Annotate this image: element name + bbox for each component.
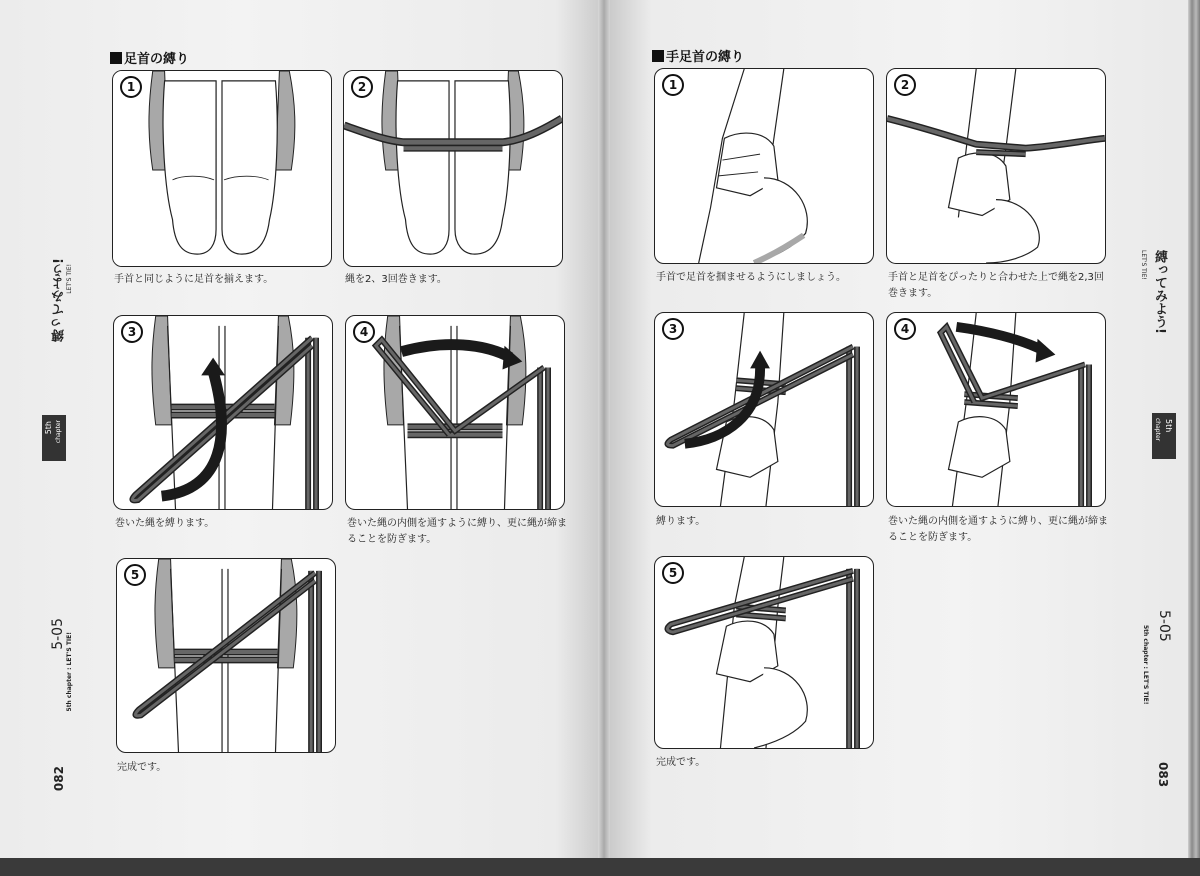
step-caption: 縄を2、3回巻きます。: [345, 274, 447, 285]
section-title-ankle: [110, 48, 189, 67]
step-panel-5: [116, 558, 336, 753]
scanner-edge: [0, 858, 1200, 876]
step-caption: 完成です。: [656, 757, 706, 768]
hand-ankle-secure-illustration: [887, 313, 1105, 506]
chapter-tab: [1152, 413, 1176, 459]
step-panel-2: [343, 70, 563, 267]
finished-hand-ankle-tie-illustration: [655, 557, 873, 748]
section-title-text: 手足首の縛り: [666, 50, 745, 65]
page-number: 082: [52, 766, 66, 792]
chapter-tab-number: 5th: [44, 421, 53, 435]
hand-ankle-wrap-illustration: [887, 69, 1105, 263]
step-panel-3: [654, 312, 874, 507]
step-number: 5: [662, 562, 684, 584]
page-number: 083: [1156, 762, 1170, 788]
step-number: 1: [120, 76, 142, 98]
book-gutter: [598, 0, 610, 858]
chapter-tab-word: chapter: [1154, 418, 1161, 442]
step-panel-1: [654, 68, 874, 264]
square-bullet-icon: [652, 50, 664, 62]
chapter-label: 5th chapter : LET'S TIE!: [66, 632, 73, 712]
square-bullet-icon: [110, 52, 122, 64]
step-number: 4: [353, 321, 375, 343]
tie-knot-illustration: [114, 316, 332, 509]
step-caption: 縛ります。: [656, 516, 706, 527]
secure-knot-illustration: [346, 316, 564, 509]
step-panel-5: [654, 556, 874, 749]
step-caption: 手首と足首をぴったりと合わせた上で縄を2,3回巻きます。: [888, 272, 1104, 299]
section-title-text: 足首の縛り: [124, 52, 190, 67]
step-panel-4: [886, 312, 1106, 507]
step-number: 2: [894, 74, 916, 96]
chapter-tab: [42, 415, 66, 461]
step-number: 5: [124, 564, 146, 586]
step-number: 2: [351, 76, 373, 98]
chapter-label: 5th chapter : LET'S TIE!: [1142, 625, 1149, 705]
step-panel-1: [112, 70, 332, 267]
step-caption: 完成です。: [117, 762, 167, 773]
page-edge: [1188, 0, 1200, 858]
legs-together-illustration: [113, 71, 331, 266]
chapter-tab-word: chapter: [55, 420, 62, 444]
section-code: 5-05: [1156, 610, 1172, 642]
step-caption: 巻いた縄の内側を通すように縛り、更に縄が締まることを防ぎます。: [347, 518, 567, 545]
step-number: 4: [894, 318, 916, 340]
step-number: 3: [121, 321, 143, 343]
hand-grip-ankle-illustration: [655, 69, 873, 263]
step-caption: 手首で足首を掴ませるようにしましょう。: [656, 272, 846, 283]
step-panel-4: [345, 315, 565, 510]
finished-ankle-tie-illustration: [117, 559, 335, 752]
side-title: 縛ってみよう!: [1152, 250, 1167, 334]
step-panel-2: [886, 68, 1106, 264]
section-title-hand-ankle: [652, 46, 744, 65]
step-number: 1: [662, 74, 684, 96]
step-caption: 巻いた縄の内側を通すように縛り、更に縄が締まることを防ぎます。: [888, 516, 1108, 543]
side-title: 縛ってみよう!: [52, 258, 67, 342]
step-number: 3: [662, 318, 684, 340]
side-subtitle: LET'S TIE!: [1140, 250, 1147, 280]
step-panel-3: [113, 315, 333, 510]
hand-ankle-tie-illustration: [655, 313, 873, 506]
section-code: 5-05: [50, 618, 66, 650]
step-caption: 手首と同じように足首を揃えます。: [114, 274, 274, 285]
rope-wrap-illustration: [344, 71, 562, 266]
side-subtitle: LET'S TIE!: [66, 264, 73, 294]
step-caption: 巻いた縄を縛ります。: [115, 518, 215, 529]
chapter-tab-number: 5th: [1164, 419, 1173, 433]
